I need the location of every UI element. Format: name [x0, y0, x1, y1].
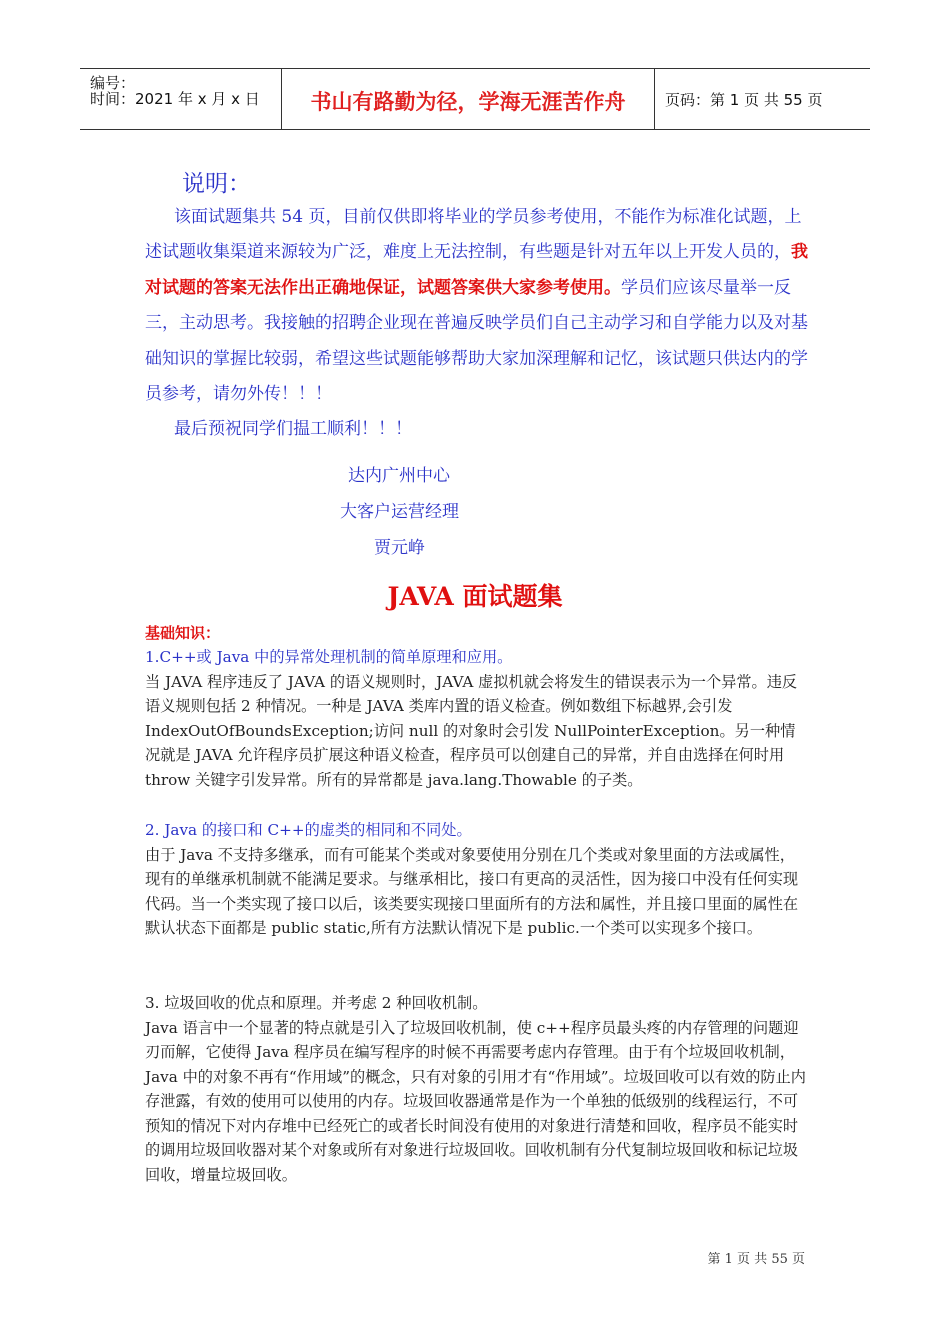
signature-org: 达内广州中心: [348, 466, 450, 486]
page-header: [80, 68, 870, 130]
question-block-1: [145, 645, 807, 792]
doc-time-label: 时间：2021 年 x 月 x 日: [90, 90, 260, 108]
intro-warning: 我对试题的答案无法作出正确地保证，试题答案供大家参考使用。: [145, 242, 808, 298]
intro-heading: 说明：: [182, 171, 251, 197]
section-label: 基础知识：: [145, 624, 221, 642]
intro-text-b: 学员们应该尽量举一反三，主动思考。我接触的招聘企业现在普遍反映学员们自己主动学习和自学能力以及对基础知识的掌握比较弱，希望这些试题能够帮助大家加深理解和记忆，该试题只供达内的学员参考，请勿外传！！！: [145, 277, 808, 405]
intro-paragraph: [145, 200, 810, 412]
question-block-3: [145, 991, 807, 1187]
question-block-2: [145, 818, 807, 941]
signature-role: 大客户运营经理: [340, 502, 459, 522]
header-motto: 书山有路勤为径，学海无涯苦作舟: [310, 90, 626, 114]
intro-text: [145, 200, 810, 448]
doc-number-label: 编号：: [90, 74, 136, 92]
question-title: 1.C++或 Java 中的异常处理机制的简单原理和应用。: [145, 648, 513, 666]
page-footer: 第 1 页 共 55 页: [707, 1252, 805, 1267]
question-title: 3. 垃圾回收的优点和原理。并考虑 2 种回收机制。: [145, 994, 488, 1012]
header-motto-cell: [282, 69, 655, 129]
header-page-cell: [655, 69, 870, 129]
question-answer: 由于 Java 不支持多继承，而有可能某个类或对象要使用分别在几个类或对象里面的方法或属性，现有的单继承机制就不能满足要求。与继承相比，接口有更高的灵活性，因为接口中没有任何实现代码。当一个类实现了接口以后，该类要实现接口里面所有的方法和属性，并且接口里面的属性在默认状态下面都是 public static,所有方法默认情况下是 public.一个类可以实现多个接口。: [145, 845, 799, 937]
signature-name: 贾元峥: [374, 538, 425, 558]
header-page-number: 页码：第 1 页 共 55 页: [665, 91, 823, 109]
question-title: 2. Java 的接口和 C++的虚类的相同和不同处。: [145, 821, 472, 839]
intro-closing: 最后预祝同学们揾工顺利！！！: [174, 419, 412, 440]
question-answer: 当 JAVA 程序违反了 JAVA 的语义规则时，JAVA 虚拟机就会将发生的错误表示为一个异常。违反语义规则包括 2 种情况。一种是 JAVA 类库内置的语义检查。例如数组下标越界,会引发 IndexOutOfBoundsException;访问 null 的对象时会引发 NullPointerException。另一种情况就是 JAVA 允许程序员扩展这种语义检查，程序员可以创建自己的异常，并自由选择在何时用 throw 关键字引发异常。所有的异常都是 java.lang.Thowable 的子类。: [145, 672, 798, 789]
header-meta: [80, 69, 282, 129]
intro-text-a: 该面试题集共 54 页，目前仅供即将毕业的学员参考使用，不能作为标准化试题，上述试题收集渠道来源较为广泛，难度上无法控制，有些题是针对五年以上开发人员的，: [145, 207, 802, 263]
question-answer: Java 语言中一个显著的特点就是引入了垃圾回收机制，使 c++程序员最头疼的内存管理的问题迎刃而解，它使得 Java 程序员在编写程序的时候不再需要考虑内存管理。由于有个垃圾回收机制，Java 中的对象不再有“作用域”的概念，只有对象的引用才有“作用域”。垃圾回收可以有效的防止内存泄露，有效的使用可以使用的内存。垃圾回收器通常是作为一个单独的低级别的线程运行，不可预知的情况下对内存堆中已经死亡的或者长时间没有使用的对象进行清楚和回收，程序员不能实时的调用垃圾回收器对某个对象或所有对象进行垃圾回收。回收机制有分代复制垃圾回收和标记垃圾回收，增量垃圾回收。: [145, 1018, 806, 1184]
main-title: JAVA 面试题集: [387, 582, 563, 611]
